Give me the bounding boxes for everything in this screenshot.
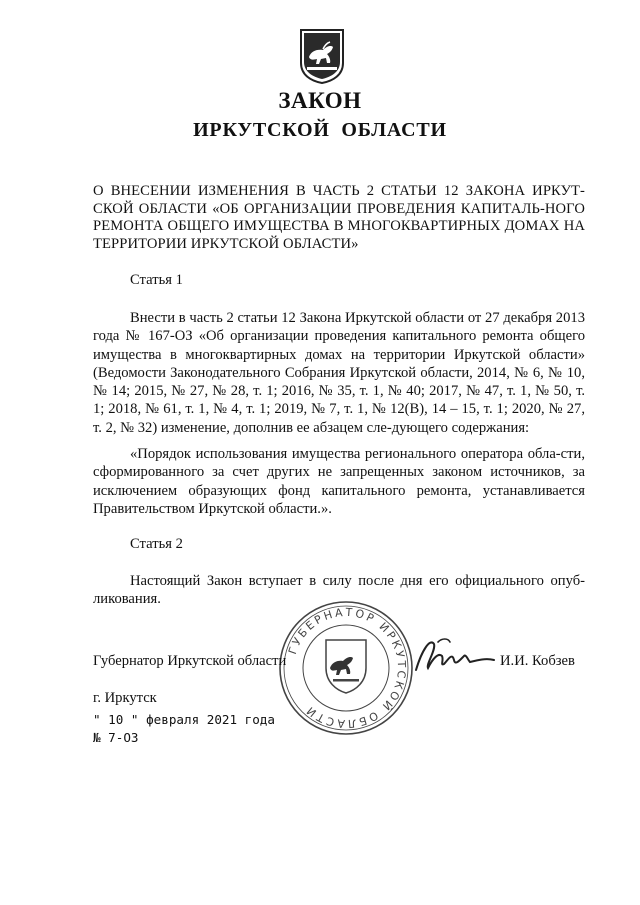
signatory-name: И.И. Кобзев [500,653,575,669]
article-1-paragraph-2: «Порядок использования имущества регионального оператора обла-сти, сформированного за счет других не запрещенных законом источников, за исключением образующих фонд капитального ремонта, устанавливается Правительством Иркутской области.». [93,446,585,517]
article-1-paragraph-1: Внести в часть 2 статьи 12 Закона Иркутской области от 27 декабря 2013 года № 167-ОЗ «Об организации проведения капитального ремонта общего имущества в многоквартирных домах на территории Иркутской области» (Ведомости Законодательного Собрания Иркутской области, 2014, № 6, № 10, № 14; 2015, № 27, № 28, т. 1; 2016, № 35, т. 1, № 40; 2017, № 47, т. 1, № 50, т. 1; 2018, № 61, т. 1, № 4, т. 1; 2019, № 7, т. 1, № 12(В), 14 – 15, т. 1; 2020, № 27, т. 2, № 32) изменение, дополнив ее абзацем сле-дующего содержания: [93,310,585,436]
document-type-title: ЗАКОН [278,88,362,113]
governor-seal-stamp-icon [276,598,416,738]
article-2-paragraph-1: Настоящий Закон вступает в силу после дня его официального опуб-ликования. [93,573,585,608]
svg-text:ГУБЕРНАТОР ИРКУТСКОЙ ОБЛАСТИ: ГУБЕРНАТОР ИРКУТСКОЙ ОБЛАСТИ [286,605,409,731]
article-1-title: Статья 1 [130,272,183,288]
signatory-position: Губернатор Иркутской области [93,653,287,669]
issue-date: " 10 " февраля 2021 года [93,712,275,727]
issue-city: г. Иркутск [93,690,157,706]
coat-of-arms-icon [297,27,347,85]
law-number: № 7-ОЗ [93,730,139,745]
article-2-title: Статья 2 [130,536,183,552]
handwritten-signature-icon [408,630,498,680]
law-subject-heading: О ВНЕСЕНИИ ИЗМЕНЕНИЯ В ЧАСТЬ 2 СТАТЬИ 12 ЗАКОНА ИРКУТ-СКОЙ ОБЛАСТИ «ОБ ОРГАНИЗАЦИИ ПРОВЕДЕНИЯ КАПИТАЛЬ-НОГО РЕМОНТА ОБЩЕГО ИМУЩЕСТВА В МНОГОКВАРТИРНЫХ ДОМАХ НА ТЕРРИТОРИИ ИРКУТСКОЙ ОБЛАСТИ» [93,183,585,252]
issuing-region-title: ИРКУТСКОЙ ОБЛАСТИ [193,119,447,141]
